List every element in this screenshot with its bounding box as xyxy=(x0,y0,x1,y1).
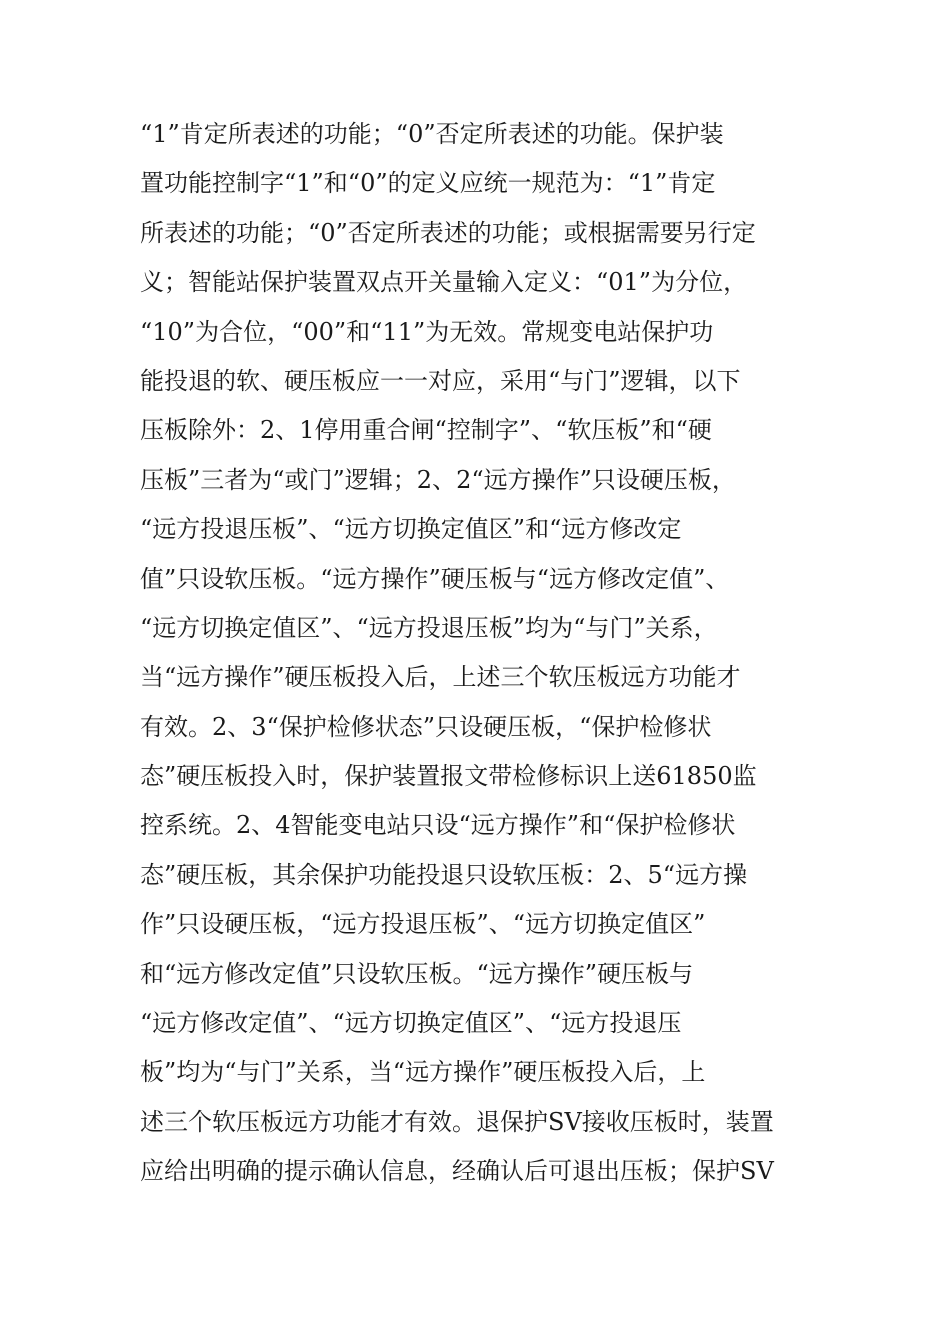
text-line: “1”肯定所表述的功能；“0”否定所表述的功能。保护装 xyxy=(140,120,724,148)
text-line: 和“远方修改定值”只设软压板。“远方操作”硬压板与 xyxy=(140,959,694,988)
text-line: “远方修改定值”、“远方切换定值区”、“远方投退压 xyxy=(140,1009,682,1038)
text-line: “远方投退压板”、“远方切换定值区”和“远方修改定 xyxy=(140,515,682,544)
text-line: 压板”三者为“或门”逻辑；2、2“远方操作”只设硬压板， xyxy=(140,465,736,494)
text-line: 压板除外：2、1停用重合闸“控制字”、“软压板”和“硬 xyxy=(140,416,712,445)
text-line: “远方切换定值区”、“远方投退压板”均为“与门”关系， xyxy=(140,613,718,642)
text-line: 有效。2、3“保护检修状态”只设硬压板，“保护检修状 xyxy=(140,712,712,741)
text-line: 态”硬压板，其余保护功能投退只设软压板：2、5“远方操 xyxy=(140,860,748,889)
text-line: 所表述的功能；“0”否定所表述的功能；或根据需要另行定 xyxy=(140,218,756,247)
body-text xyxy=(140,110,830,1197)
text-line: “10”为合位，“00”和“11”为无效。常规变电站保护功 xyxy=(140,317,714,346)
text-line: 能投退的软、硬压板应一一对应，采用“与门”逻辑，以下 xyxy=(140,366,741,395)
text-line: 作”只设硬压板，“远方投退压板”、“远方切换定值区” xyxy=(140,910,706,939)
text-line: 态”硬压板投入时，保护装置报文带检修标识上送61850监 xyxy=(140,762,757,791)
text-line: 应给出明确的提示确认信息，经确认后可退出压板；保护SV xyxy=(140,1157,774,1186)
text-line: 值”只设软压板。“远方操作”硬压板与“远方修改定值”、 xyxy=(140,564,730,593)
text-line: 述三个软压板远方功能才有效。退保护SV接收压板时，装置 xyxy=(140,1107,774,1136)
text-line: 置功能控制字“1”和“0”的定义应统一规范为：“1”肯定 xyxy=(140,169,716,198)
text-line: 控系统。2、4智能变电站只设“远方操作”和“保护检修状 xyxy=(140,811,736,840)
text-line: 当“远方操作”硬压板投入后，上述三个软压板远方功能才 xyxy=(140,663,741,692)
text-line: 义；智能站保护装置双点开关量输入定义：“01”为分位， xyxy=(140,268,748,297)
text-line: 板”均为“与门”关系，当“远方操作”硬压板投入后，上 xyxy=(140,1058,706,1087)
